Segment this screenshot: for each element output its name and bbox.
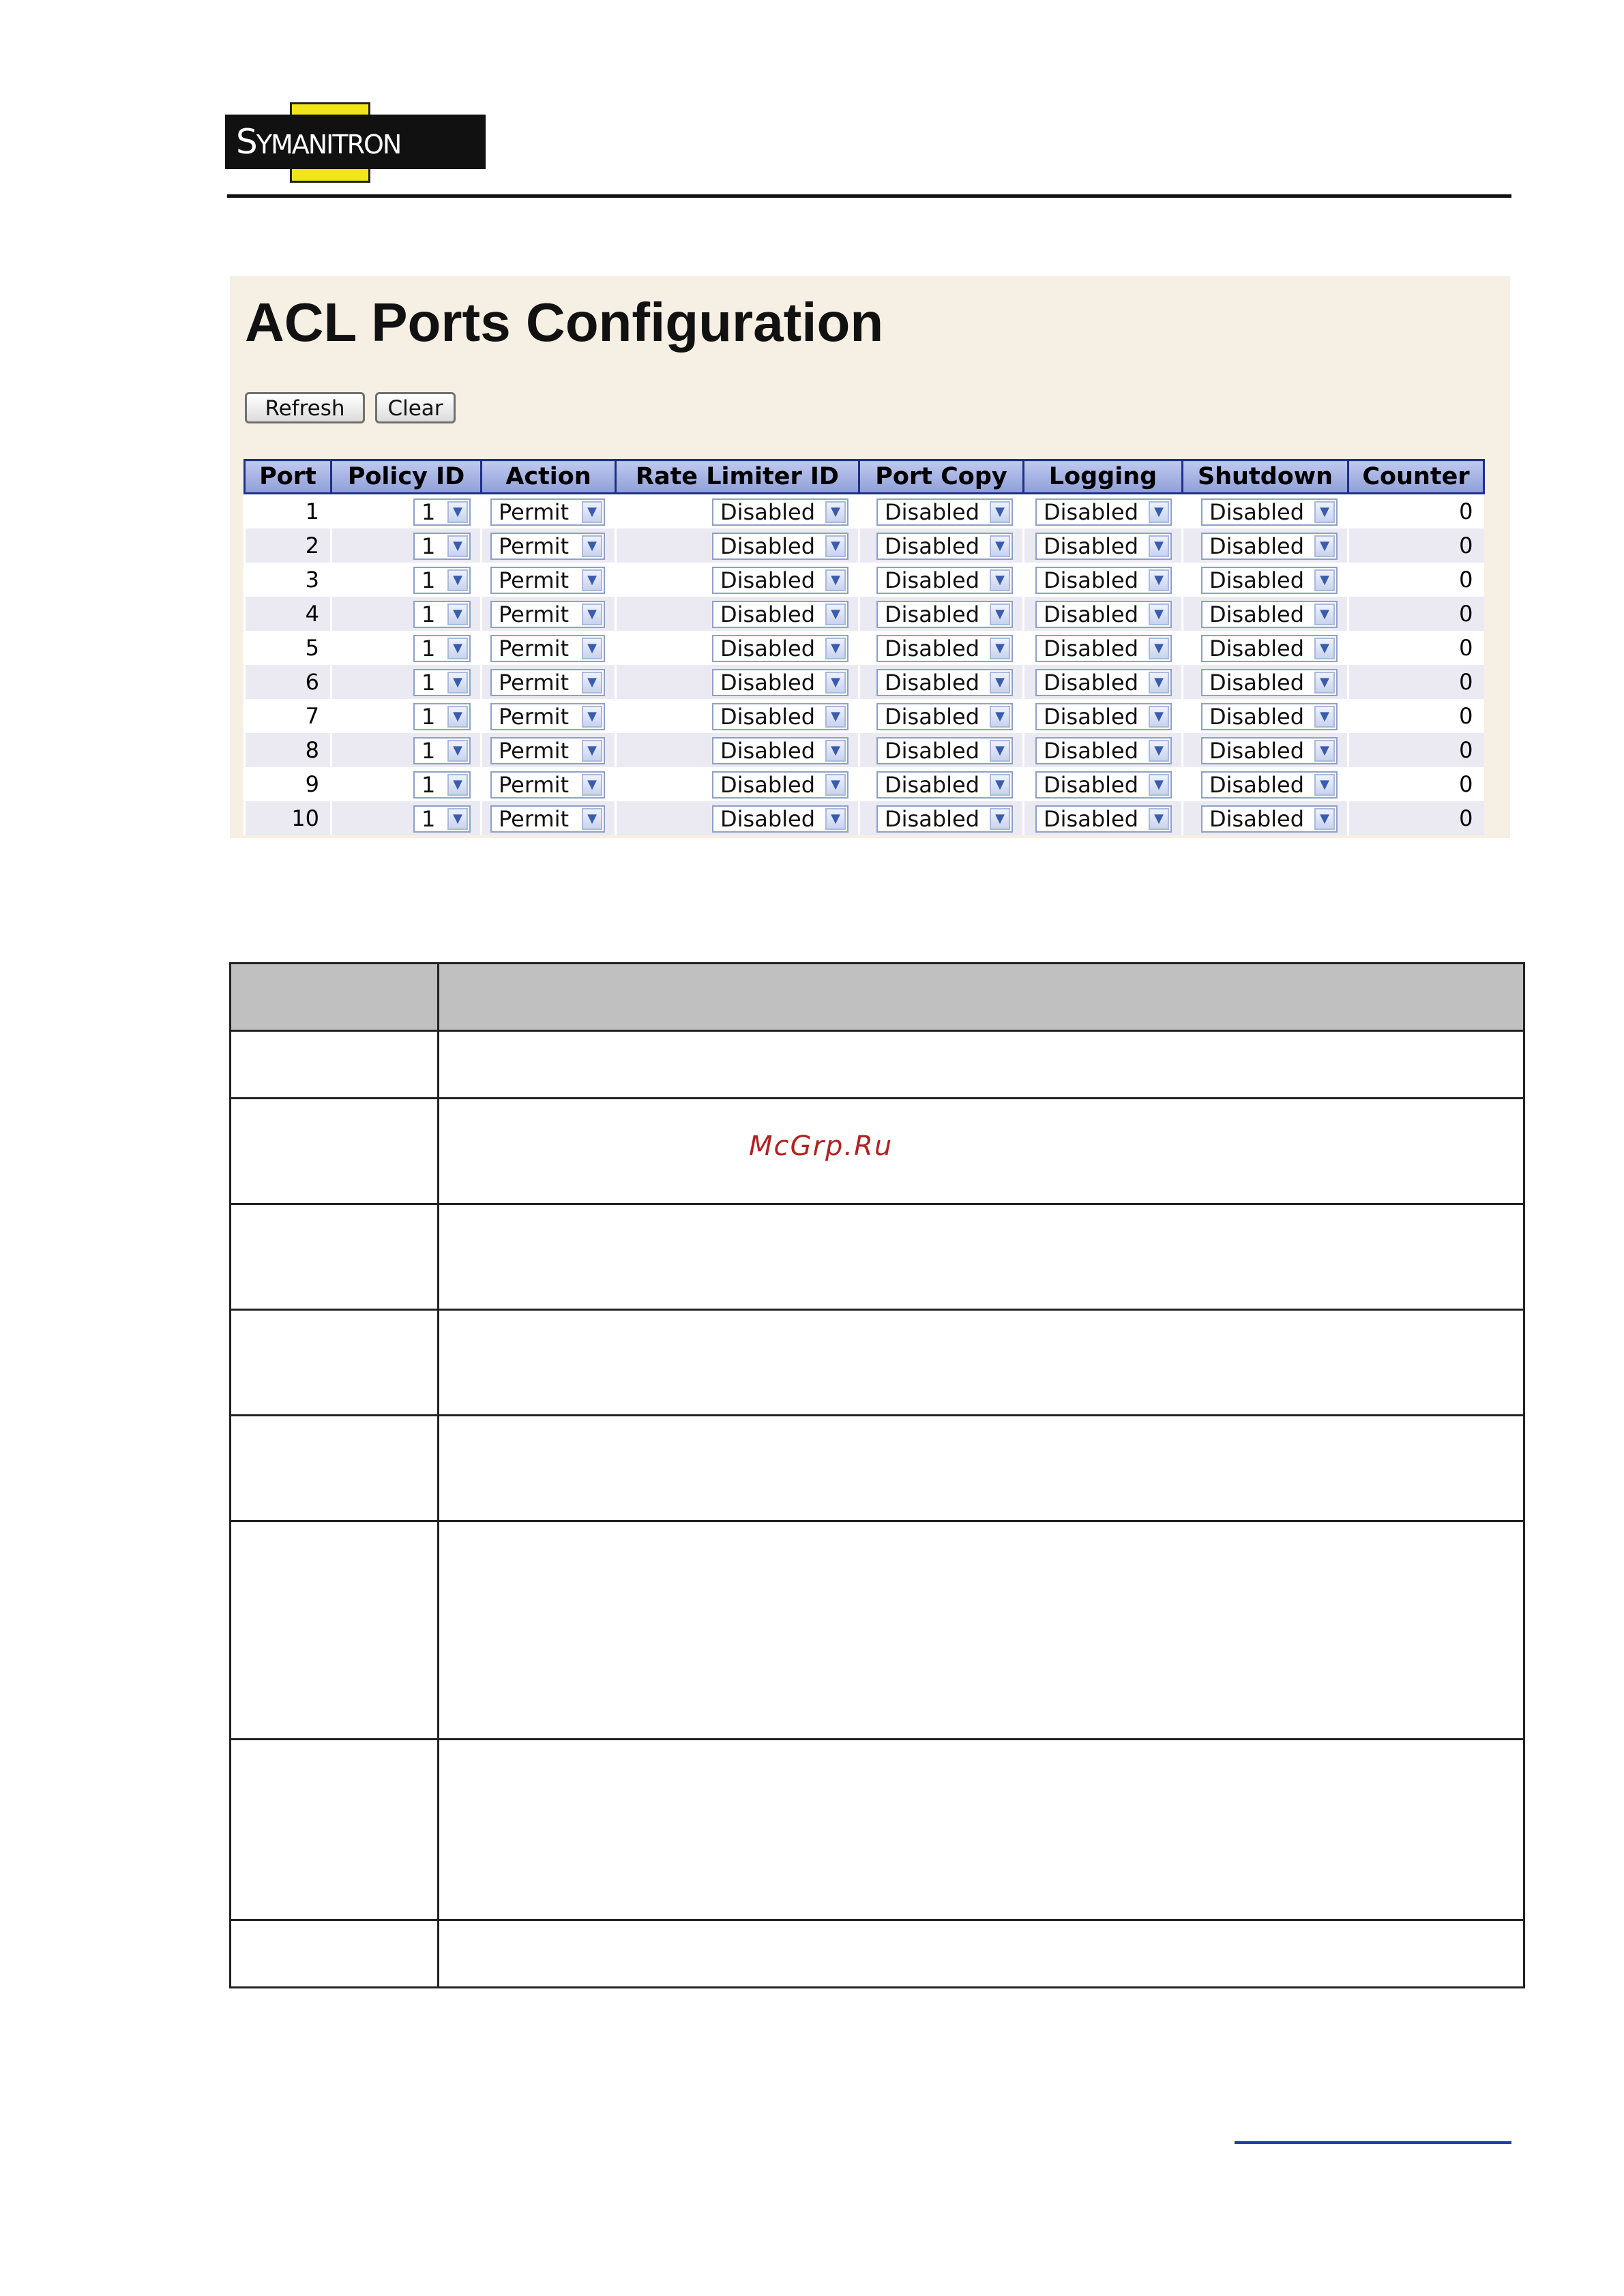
policy-id-select[interactable]: 1 ▼ xyxy=(413,601,471,628)
policy-id-select[interactable]: 1 ▼ xyxy=(413,567,471,594)
counter-cell: 0 xyxy=(1348,699,1484,733)
rate-limiter-select[interactable]: Disabled ▼ xyxy=(712,669,848,696)
shutdown-cell xyxy=(1183,494,1348,529)
chevron-down-icon[interactable]: ▼ xyxy=(990,603,1010,625)
logging-cell xyxy=(1024,528,1183,563)
rate-limiter-select[interactable]: Disabled ▼ xyxy=(712,601,848,628)
chevron-down-icon[interactable]: ▼ xyxy=(447,672,468,694)
chevron-down-icon[interactable]: ▼ xyxy=(825,672,846,694)
table-row xyxy=(231,1740,1524,1920)
policy-id-cell xyxy=(331,733,482,767)
logging-select[interactable]: Disabled ▼ xyxy=(1035,635,1172,662)
chevron-down-icon[interactable]: ▼ xyxy=(1149,774,1169,796)
policy-id-select[interactable]: 1 ▼ xyxy=(413,737,471,764)
logo-text: SYMANITRON xyxy=(236,122,401,162)
shutdown-select[interactable]: Disabled ▼ xyxy=(1201,635,1338,662)
logging-cell xyxy=(1024,733,1183,767)
header-divider xyxy=(227,194,1511,198)
policy-id-select[interactable]: 1 ▼ xyxy=(413,771,471,799)
policy-id-select[interactable]: 1 ▼ xyxy=(413,805,471,833)
chevron-down-icon[interactable]: ▼ xyxy=(825,501,846,523)
logging-cell xyxy=(1024,665,1183,699)
port-copy-select[interactable]: Disabled ▼ xyxy=(876,567,1013,594)
table-header-row xyxy=(245,460,1484,494)
policy-id-cell xyxy=(331,563,482,597)
counter-cell: 0 xyxy=(1348,528,1484,563)
logo-black-bar xyxy=(225,115,486,169)
port-copy-cell xyxy=(859,699,1024,733)
logging-select[interactable]: Disabled ▼ xyxy=(1035,601,1172,628)
action-cell xyxy=(482,528,616,563)
chevron-down-icon[interactable]: ▼ xyxy=(825,740,846,762)
port-copy-cell xyxy=(859,631,1024,665)
rate-limiter-select[interactable]: Disabled ▼ xyxy=(712,703,848,730)
port-cell: 8 xyxy=(245,733,331,767)
table-row xyxy=(231,1204,1524,1310)
table-row xyxy=(245,528,1484,563)
chevron-down-icon[interactable]: ▼ xyxy=(990,706,1010,728)
policy-id-cell xyxy=(331,528,482,563)
shutdown-select[interactable]: Disabled ▼ xyxy=(1201,805,1338,833)
watermark-text: McGrp.Ru xyxy=(749,1131,894,1162)
chevron-down-icon[interactable]: ▼ xyxy=(825,535,846,557)
chevron-down-icon[interactable]: ▼ xyxy=(582,740,602,762)
port-copy-select[interactable]: Disabled ▼ xyxy=(876,601,1013,628)
policy-id-select[interactable]: 1 ▼ xyxy=(413,533,471,560)
table-row xyxy=(245,597,1484,631)
rate-limiter-select[interactable]: Disabled ▼ xyxy=(712,805,848,833)
port-cell: 9 xyxy=(245,767,331,801)
rate-limiter-cell xyxy=(616,699,859,733)
chevron-down-icon[interactable]: ▼ xyxy=(990,569,1010,591)
chevron-down-icon[interactable]: ▼ xyxy=(1149,569,1169,591)
chevron-down-icon[interactable]: ▼ xyxy=(1314,569,1335,591)
counter-cell: 0 xyxy=(1348,597,1484,631)
chevron-down-icon[interactable]: ▼ xyxy=(582,672,602,694)
chevron-down-icon[interactable]: ▼ xyxy=(1149,638,1169,659)
policy-id-select[interactable]: 1 ▼ xyxy=(413,703,471,730)
action-select[interactable]: Permit ▼ xyxy=(490,703,605,730)
acl-ports-configuration-panel xyxy=(230,276,1510,838)
action-select[interactable]: Permit ▼ xyxy=(490,635,605,662)
table-row xyxy=(245,494,1484,529)
col-header-policy-id: Policy ID xyxy=(331,460,482,494)
chevron-down-icon[interactable]: ▼ xyxy=(447,535,468,557)
port-copy-select[interactable]: Disabled ▼ xyxy=(876,771,1013,799)
shutdown-cell xyxy=(1183,597,1348,631)
chevron-down-icon[interactable]: ▼ xyxy=(1314,535,1335,557)
counter-cell: 0 xyxy=(1348,665,1484,699)
policy-id-select[interactable]: 1 ▼ xyxy=(413,635,471,662)
chevron-down-icon[interactable]: ▼ xyxy=(825,569,846,591)
logging-cell xyxy=(1024,631,1183,665)
chevron-down-icon[interactable]: ▼ xyxy=(990,808,1010,830)
policy-id-cell xyxy=(331,631,482,665)
chevron-down-icon[interactable]: ▼ xyxy=(1149,706,1169,728)
policy-id-cell xyxy=(331,665,482,699)
logging-cell xyxy=(1024,767,1183,801)
chevron-down-icon[interactable]: ▼ xyxy=(447,603,468,625)
port-copy-cell xyxy=(859,494,1024,529)
chevron-down-icon[interactable]: ▼ xyxy=(582,569,602,591)
port-cell: 10 xyxy=(245,801,331,835)
shutdown-cell xyxy=(1183,528,1348,563)
table-row xyxy=(245,665,1484,699)
shutdown-select[interactable]: Disabled ▼ xyxy=(1201,498,1338,526)
counter-cell: 0 xyxy=(1348,631,1484,665)
shutdown-cell xyxy=(1183,563,1348,597)
logging-select[interactable]: Disabled ▼ xyxy=(1035,737,1172,764)
clear-button[interactable]: Clear xyxy=(375,392,456,423)
chevron-down-icon[interactable]: ▼ xyxy=(1314,740,1335,762)
chevron-down-icon[interactable]: ▼ xyxy=(1149,501,1169,523)
action-cell xyxy=(482,631,616,665)
port-copy-cell xyxy=(859,563,1024,597)
col-header-counter: Counter xyxy=(1348,460,1484,494)
shutdown-select[interactable]: Disabled ▼ xyxy=(1201,601,1338,628)
action-cell xyxy=(482,733,616,767)
refresh-button[interactable]: Refresh xyxy=(245,392,365,423)
chevron-down-icon[interactable]: ▼ xyxy=(1149,672,1169,694)
action-select[interactable]: Permit ▼ xyxy=(490,805,605,833)
chevron-down-icon[interactable]: ▼ xyxy=(825,706,846,728)
chevron-down-icon[interactable]: ▼ xyxy=(447,638,468,659)
action-select[interactable]: Permit ▼ xyxy=(490,498,605,526)
shutdown-cell xyxy=(1183,631,1348,665)
chevron-down-icon[interactable]: ▼ xyxy=(1314,774,1335,796)
policy-id-cell xyxy=(331,597,482,631)
table-row xyxy=(231,1521,1524,1740)
chevron-down-icon[interactable]: ▼ xyxy=(1149,603,1169,625)
chevron-down-icon[interactable]: ▼ xyxy=(582,603,602,625)
acl-ports-table xyxy=(243,459,1485,835)
rate-limiter-cell xyxy=(616,665,859,699)
port-copy-select[interactable]: Disabled ▼ xyxy=(876,635,1013,662)
port-copy-select[interactable]: Disabled ▼ xyxy=(876,669,1013,696)
chevron-down-icon[interactable]: ▼ xyxy=(990,501,1010,523)
counter-cell: 0 xyxy=(1348,767,1484,801)
chevron-down-icon[interactable]: ▼ xyxy=(582,706,602,728)
table-row xyxy=(231,1310,1524,1416)
logging-cell xyxy=(1024,801,1183,835)
chevron-down-icon[interactable]: ▼ xyxy=(990,740,1010,762)
chevron-down-icon[interactable]: ▼ xyxy=(582,808,602,830)
chevron-down-icon[interactable]: ▼ xyxy=(825,638,846,659)
shutdown-cell xyxy=(1183,801,1348,835)
chevron-down-icon[interactable]: ▼ xyxy=(1314,706,1335,728)
shutdown-cell xyxy=(1183,699,1348,733)
port-copy-select[interactable]: Disabled ▼ xyxy=(876,498,1013,526)
policy-id-cell xyxy=(331,801,482,835)
action-cell xyxy=(482,494,616,529)
port-cell: 7 xyxy=(245,699,331,733)
shutdown-select[interactable]: Disabled ▼ xyxy=(1201,669,1338,696)
logging-cell xyxy=(1024,597,1183,631)
chevron-down-icon[interactable]: ▼ xyxy=(990,638,1010,659)
port-copy-cell xyxy=(859,801,1024,835)
policy-id-cell xyxy=(331,699,482,733)
port-cell: 6 xyxy=(245,665,331,699)
chevron-down-icon[interactable]: ▼ xyxy=(990,672,1010,694)
counter-cell: 0 xyxy=(1348,563,1484,597)
table-row xyxy=(245,801,1484,835)
footer-link[interactable] xyxy=(1235,2141,1511,2144)
shutdown-cell xyxy=(1183,665,1348,699)
col-header-shutdown: Shutdown xyxy=(1183,460,1348,494)
port-copy-select[interactable]: Disabled ▼ xyxy=(876,533,1013,560)
rate-limiter-cell xyxy=(616,733,859,767)
chevron-down-icon[interactable]: ▼ xyxy=(825,808,846,830)
port-cell: 4 xyxy=(245,597,331,631)
port-copy-select[interactable]: Disabled ▼ xyxy=(876,805,1013,833)
action-select[interactable]: Permit ▼ xyxy=(490,567,605,594)
table-row xyxy=(231,1416,1524,1521)
chevron-down-icon[interactable]: ▼ xyxy=(1149,740,1169,762)
shutdown-select[interactable]: Disabled ▼ xyxy=(1201,567,1338,594)
table-row xyxy=(245,767,1484,801)
counter-cell: 0 xyxy=(1348,733,1484,767)
chevron-down-icon[interactable]: ▼ xyxy=(447,808,468,830)
action-select[interactable]: Permit ▼ xyxy=(490,771,605,799)
logging-select[interactable]: Disabled ▼ xyxy=(1035,533,1172,560)
action-cell xyxy=(482,801,616,835)
chevron-down-icon[interactable]: ▼ xyxy=(825,603,846,625)
port-cell: 2 xyxy=(245,528,331,563)
col-header-port-copy: Port Copy xyxy=(859,460,1024,494)
logging-select[interactable]: Disabled ▼ xyxy=(1035,805,1172,833)
chevron-down-icon[interactable]: ▼ xyxy=(1149,808,1169,830)
rate-limiter-cell xyxy=(616,801,859,835)
shutdown-select[interactable]: Disabled ▼ xyxy=(1201,533,1338,560)
chevron-down-icon[interactable]: ▼ xyxy=(1314,501,1335,523)
policy-id-select[interactable]: 1 ▼ xyxy=(413,669,471,696)
chevron-down-icon[interactable]: ▼ xyxy=(447,774,468,796)
counter-cell: 0 xyxy=(1348,801,1484,835)
chevron-down-icon[interactable]: ▼ xyxy=(1314,808,1335,830)
port-cell: 3 xyxy=(245,563,331,597)
port-copy-cell xyxy=(859,597,1024,631)
col-header-action: Action xyxy=(482,460,616,494)
rate-limiter-cell xyxy=(616,563,859,597)
shutdown-select[interactable]: Disabled ▼ xyxy=(1201,737,1338,764)
symanitron-logo xyxy=(225,102,486,183)
rate-limiter-cell xyxy=(616,767,859,801)
logging-cell xyxy=(1024,494,1183,529)
logging-cell xyxy=(1024,699,1183,733)
rate-limiter-cell xyxy=(616,597,859,631)
rate-limiter-select[interactable]: Disabled ▼ xyxy=(712,737,848,764)
chevron-down-icon[interactable]: ▼ xyxy=(1314,603,1335,625)
logging-cell xyxy=(1024,563,1183,597)
port-copy-cell xyxy=(859,767,1024,801)
table-row xyxy=(231,1920,1524,1988)
action-cell xyxy=(482,767,616,801)
action-cell xyxy=(482,597,616,631)
port-copy-cell xyxy=(859,528,1024,563)
logging-select[interactable]: Disabled ▼ xyxy=(1035,498,1172,526)
action-select[interactable]: Permit ▼ xyxy=(490,737,605,764)
logging-select[interactable]: Disabled ▼ xyxy=(1035,771,1172,799)
table-row xyxy=(245,733,1484,767)
port-copy-select[interactable]: Disabled ▼ xyxy=(876,703,1013,730)
chevron-down-icon[interactable]: ▼ xyxy=(447,569,468,591)
rate-limiter-select[interactable]: Disabled ▼ xyxy=(712,533,848,560)
rate-limiter-cell xyxy=(616,528,859,563)
rate-limiter-cell xyxy=(616,631,859,665)
port-cell: 1 xyxy=(245,494,331,529)
logging-select[interactable]: Disabled ▼ xyxy=(1035,567,1172,594)
chevron-down-icon[interactable]: ▼ xyxy=(1314,672,1335,694)
page-title: ACL Ports Configuration xyxy=(245,292,884,353)
chevron-down-icon[interactable]: ▼ xyxy=(825,774,846,796)
col-header-port: Port xyxy=(245,460,331,494)
table-row xyxy=(231,964,1524,1031)
chevron-down-icon[interactable]: ▼ xyxy=(1149,535,1169,557)
action-select[interactable]: Permit ▼ xyxy=(490,533,605,560)
table-row xyxy=(245,631,1484,665)
policy-id-cell xyxy=(331,494,482,529)
chevron-down-icon[interactable]: ▼ xyxy=(447,501,468,523)
logging-select[interactable]: Disabled ▼ xyxy=(1035,669,1172,696)
rate-limiter-select[interactable]: Disabled ▼ xyxy=(712,567,848,594)
action-cell xyxy=(482,665,616,699)
shutdown-select[interactable]: Disabled ▼ xyxy=(1201,703,1338,730)
table-row xyxy=(245,563,1484,597)
col-header-logging: Logging xyxy=(1024,460,1183,494)
table-row xyxy=(245,699,1484,733)
chevron-down-icon[interactable]: ▼ xyxy=(1314,638,1335,659)
rate-limiter-select[interactable]: Disabled ▼ xyxy=(712,498,848,526)
chevron-down-icon[interactable]: ▼ xyxy=(582,501,602,523)
table-row xyxy=(231,1031,1524,1099)
port-copy-select[interactable]: Disabled ▼ xyxy=(876,737,1013,764)
policy-id-select[interactable]: 1 ▼ xyxy=(413,498,471,526)
action-cell xyxy=(482,563,616,597)
counter-cell: 0 xyxy=(1348,494,1484,529)
rate-limiter-cell xyxy=(616,494,859,529)
rate-limiter-select[interactable]: Disabled ▼ xyxy=(712,771,848,799)
parameter-description-table xyxy=(229,962,1525,1988)
rate-limiter-select[interactable]: Disabled ▼ xyxy=(712,635,848,662)
chevron-down-icon[interactable]: ▼ xyxy=(582,535,602,557)
policy-id-cell xyxy=(331,767,482,801)
shutdown-select[interactable]: Disabled ▼ xyxy=(1201,771,1338,799)
action-select[interactable]: Permit ▼ xyxy=(490,669,605,696)
chevron-down-icon[interactable]: ▼ xyxy=(582,638,602,659)
chevron-down-icon[interactable]: ▼ xyxy=(990,535,1010,557)
chevron-down-icon[interactable]: ▼ xyxy=(447,740,468,762)
chevron-down-icon[interactable]: ▼ xyxy=(990,774,1010,796)
logging-select[interactable]: Disabled ▼ xyxy=(1035,703,1172,730)
port-cell: 5 xyxy=(245,631,331,665)
shutdown-cell xyxy=(1183,733,1348,767)
chevron-down-icon[interactable]: ▼ xyxy=(582,774,602,796)
action-select[interactable]: Permit ▼ xyxy=(490,601,605,628)
col-header-rate-limiter-id: Rate Limiter ID xyxy=(616,460,859,494)
chevron-down-icon[interactable]: ▼ xyxy=(447,706,468,728)
shutdown-cell xyxy=(1183,767,1348,801)
port-copy-cell xyxy=(859,665,1024,699)
action-cell xyxy=(482,699,616,733)
port-copy-cell xyxy=(859,733,1024,767)
